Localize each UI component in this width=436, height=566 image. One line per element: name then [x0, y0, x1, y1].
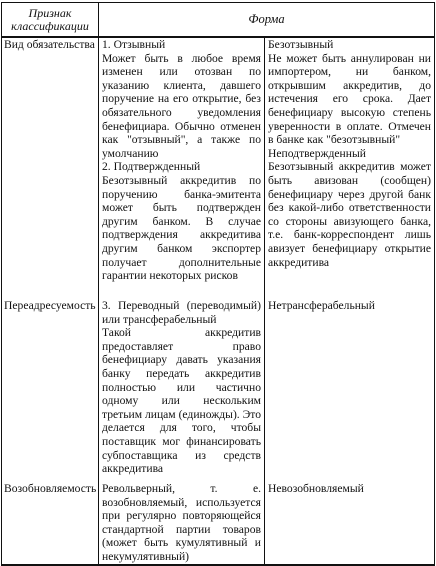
- form-description: Такой аккредитив предоставляет право бенефициару давать указания банку передать аккредитив полностью или частично одному или нескольким третьим лицам (единожды). Это делается для того, чтобы поставщик мог финансировать субпоставщика из средств аккредитива: [102, 326, 261, 476]
- row-criterion: Переадресуемость: [2, 299, 99, 482]
- classification-table: [1, 2, 435, 566]
- table-row: [2, 37, 435, 299]
- form-title: 1. Отзывный: [102, 38, 166, 51]
- table-header-row: [2, 3, 435, 38]
- form-title: Нетрансферабельный: [268, 299, 375, 312]
- form-title: Невозобновляемый: [268, 482, 364, 495]
- row-left-cell: [99, 482, 265, 565]
- table-row: [2, 482, 435, 565]
- row-right-cell: [265, 299, 435, 482]
- row-left-cell: [99, 37, 265, 299]
- form-description: Безотзывный аккредитив по поручению банка-эмитента может быть подтвержден другим банком. В случае подтверждения аккредитива другим банком экспортер получает дополнительные гарантии некоторых рисков: [102, 173, 261, 283]
- row-right-cell: [265, 482, 435, 565]
- form-description: Револьверный, т. е. возобновляемый, используется при регулярно повторяющейся стандартной партии товаров (может быть кумулятивный и некумулятивный): [102, 482, 261, 563]
- form-title: 2. Подтвержденный: [102, 160, 201, 174]
- row-criterion: Вид обязательства: [2, 37, 99, 299]
- header-form: Форма: [99, 3, 435, 38]
- form-title: Безотзывный: [268, 38, 334, 51]
- row-left-cell: [99, 299, 265, 482]
- row-criterion: Возобновляемость: [2, 482, 99, 565]
- form-description: Может быть в любое время изменен или отозван по указанию клиента, давшего поручение на его открытие, без обязательного уведомления бенефициара. Обычно отменен как "отзывный", а также по умолчанию: [102, 51, 261, 160]
- row-right-cell: [265, 37, 435, 299]
- table-row: [2, 299, 435, 482]
- header-criterion: Признак классификации: [2, 3, 99, 38]
- form-title: Неподтвержденный: [268, 146, 366, 160]
- form-description: Безотзывный аккредитив может быть авизован (сообщен) бенефициару через другой банк без какой-либо ответственности со стороны авизующего банка, т.е. банк-корреспондент лишь авизует бенефициару открытие аккредитива: [268, 160, 432, 269]
- form-description: Не может быть аннулирован ни импортером, ни банком, открывшим аккредитив, до истечения его срока. Дает бенефициару высокую степень уверенности в оплате. Отмечен в банке как "безотзывный": [268, 51, 432, 147]
- form-title: 3. Переводный (переводимый) или трансферабельный: [102, 299, 261, 326]
